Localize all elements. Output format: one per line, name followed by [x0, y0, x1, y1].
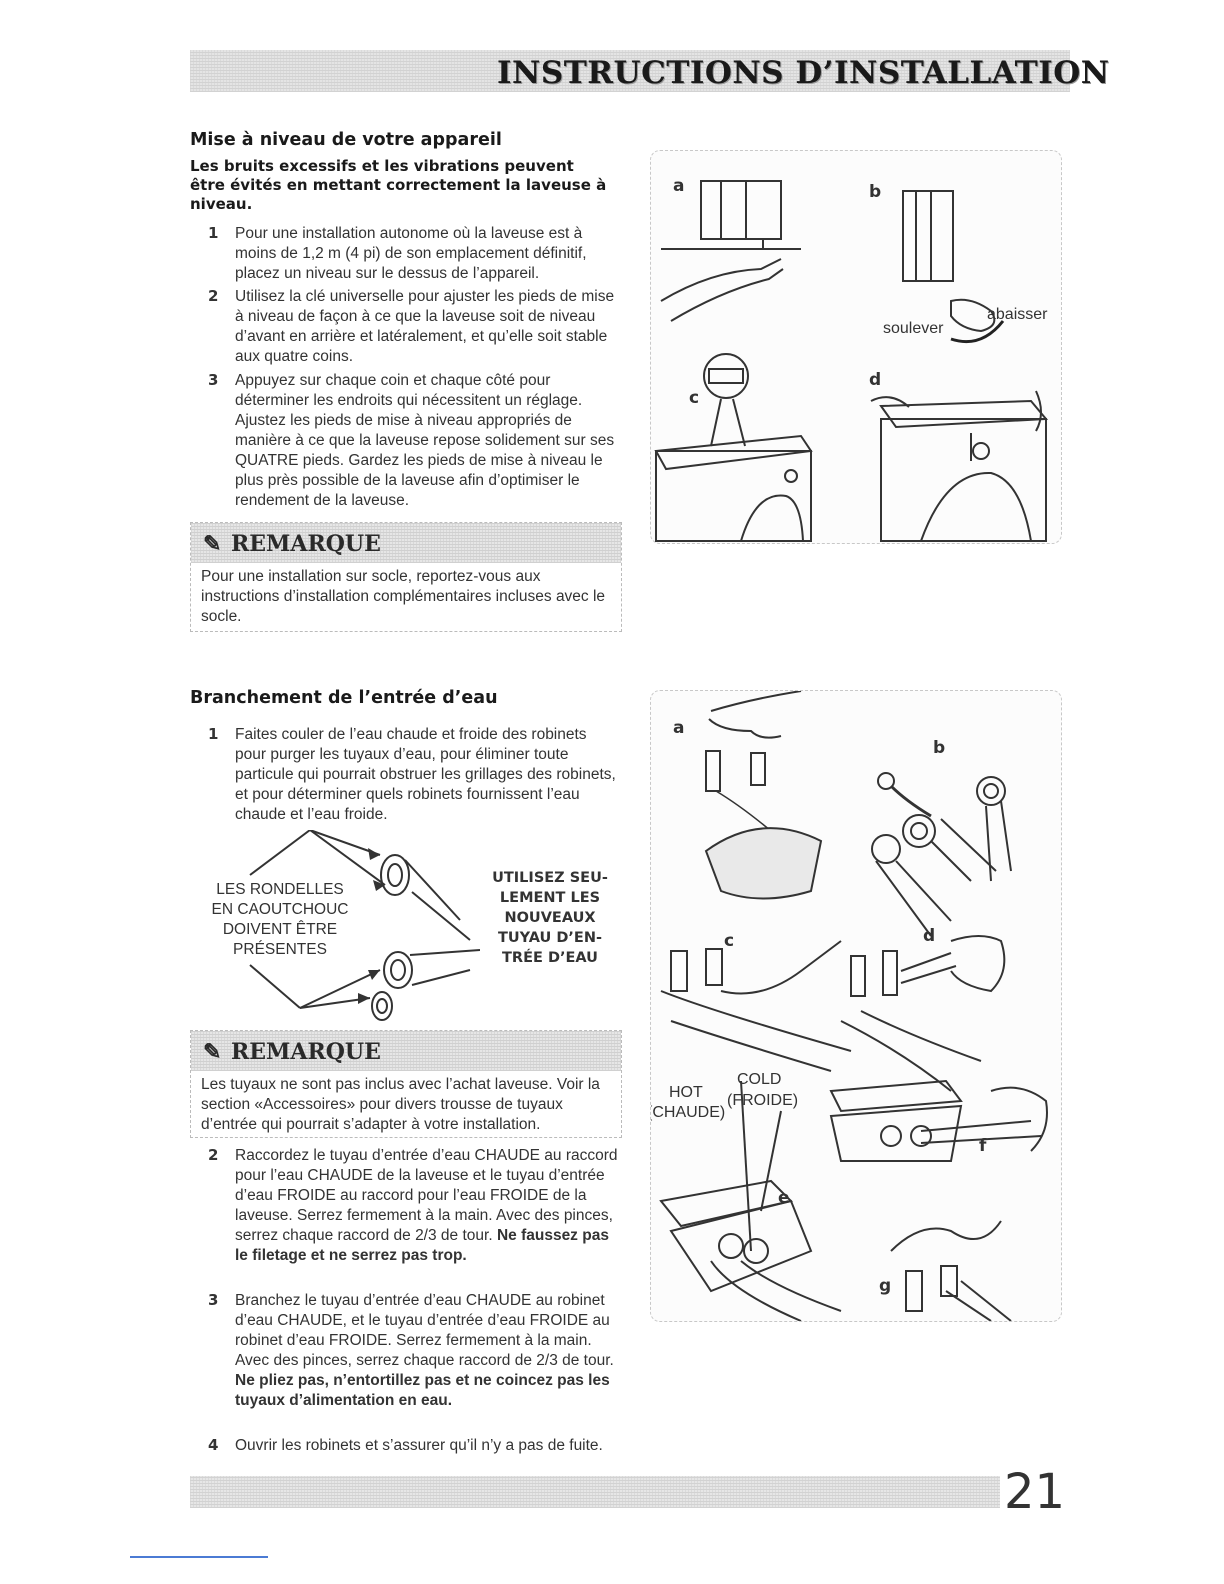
water-step-3 — [208, 1291, 618, 1433]
hand-d — [951, 936, 1004, 991]
footer-band — [190, 1476, 1000, 1508]
arrow-line-bottom — [250, 965, 300, 1008]
lower-label: abaisser — [987, 306, 1048, 323]
leveling-note — [190, 522, 622, 632]
fig-label-a: a — [673, 718, 685, 738]
note-text: Pour une installation sur socle, reportez-vous aux instructions d’installation complémentaires incluses avec le socle. — [201, 568, 606, 625]
fig-label-c: c — [689, 388, 700, 408]
cold-label: COLD — [737, 1071, 782, 1088]
arrowhead-4 — [358, 993, 370, 1004]
step-text — [235, 1291, 618, 1411]
water-step-4 — [208, 1436, 618, 1478]
arrow-line-top — [250, 830, 310, 875]
valve-d1 — [851, 956, 865, 996]
leveling-heading: Mise à niveau de votre appareil — [190, 130, 502, 150]
step-body: Branchez le tuyau d’entrée d’eau CHAUDE au robinet d’eau CHAUDE, et le tuyau d’entrée d’eau FROIDE au robinet d’eau FROIDE. Serrez fermement à la main. Avec des pinces, serrez chaque raccord de 2/3 de tour. — [235, 1292, 614, 1369]
washers-line-2: EN CAOUTCHOUC — [211, 901, 349, 918]
fig-label-e: e — [778, 1188, 790, 1208]
pencil-icon: ✎ — [203, 1039, 222, 1065]
leveling-intro: Les bruits excessifs et les vibrations peuvent être évités en mettant correctement la laveuse à niveau. — [190, 157, 607, 213]
fig-label-f: f — [979, 1136, 987, 1156]
leveling-figure — [651, 151, 1061, 543]
step-text: Faites couler de l’eau chaude et froide des robinets pour purger les tuyaux d’eau, pour éliminer toute particule qui pourrait obstruer les grillages des robinets, et pour déterminer quels robinets fournissent l’eau chaude et l’eau froide. — [235, 726, 616, 823]
new-hoses-label — [480, 868, 620, 968]
level-loupe — [704, 354, 748, 398]
step-warning: Ne faussez pas le filetage et ne serrez pas trop. — [235, 1227, 609, 1264]
step-number: 2 — [208, 1146, 219, 1164]
arm-a — [711, 691, 801, 711]
pliers-d — [901, 953, 956, 983]
note-label: REMARQUE — [231, 1039, 381, 1065]
step-number: 1 — [208, 224, 219, 242]
washers-diagram — [190, 830, 480, 1030]
washer-ring-bottom — [372, 992, 392, 1020]
hose-mid — [410, 950, 480, 985]
fig-label-d: d — [923, 926, 936, 946]
fig-label-d: d — [869, 370, 882, 390]
leveling-step-1 — [208, 224, 618, 284]
washer-b — [878, 773, 894, 789]
hand-a — [709, 719, 781, 738]
step-text: Ouvrir les robinets et s’assurer qu’il n’y a pas de fuite. — [235, 1437, 603, 1454]
washer-top-e — [661, 1181, 791, 1226]
hot-fr-label: (CHAUDE) — [651, 1104, 726, 1121]
hand-c — [721, 941, 841, 994]
hand-g — [891, 1221, 1001, 1251]
water-step-1 — [208, 725, 618, 829]
new-hoses-line-1: UTILISEZ SEU- — [492, 870, 608, 886]
hose-top — [405, 860, 470, 940]
arrow-b — [891, 786, 931, 816]
fig-label-g: g — [879, 1276, 892, 1296]
washers-line-3: DOIVENT ÊTRE — [222, 921, 338, 938]
step-text — [235, 1146, 625, 1266]
footer-rule — [130, 1556, 268, 1558]
hose-end-b1 — [903, 815, 935, 847]
water-step-2 — [208, 1146, 618, 1288]
step-number: 4 — [208, 1436, 219, 1454]
cold-fr-label: (FROIDE) — [727, 1092, 799, 1109]
valve-g2 — [941, 1266, 957, 1296]
hoses-c — [661, 991, 851, 1071]
fig-label-b: b — [869, 182, 882, 202]
step-number: 3 — [208, 371, 219, 389]
fig-label-a: a — [673, 176, 685, 196]
fig-label-c: c — [724, 931, 735, 951]
valve-d2 — [883, 951, 897, 995]
water-illustration — [650, 690, 1062, 1322]
pencil-icon: ✎ — [203, 531, 222, 557]
step-warning: Ne pliez pas, n’entortillez pas et ne coincez pas les tuyaux d’alimentation en eau. — [235, 1372, 610, 1409]
step-number: 1 — [208, 725, 219, 743]
leveling-step-3 — [208, 371, 618, 511]
washer-ring-mid — [384, 952, 412, 988]
hot-label: HOT — [669, 1084, 703, 1101]
level-bubble — [709, 369, 743, 383]
hose-end-b2 — [977, 777, 1005, 805]
water-heading: Branchement de l’entrée d’eau — [190, 688, 498, 708]
step-text: Utilisez la clé universelle pour ajuster les pieds de mise à niveau de façon à ce que la laveuse soit de niveau d’avant en arrière et latéralement, et qu’elle soit stable aux quatre coins. — [235, 288, 615, 365]
step-body: Raccordez le tuyau d’entrée d’eau CHAUDE au raccord pour l’eau CHAUDE de la laveuse et le tuyau d’entrée d’eau FROIDE au raccord pour l’eau FROIDE de la laveuse. Serrez fermement à la main. Avec des pinces, serrez chaque raccord de 2/3 de tour. — [235, 1147, 618, 1244]
new-hoses-line-3: NOUVEAUX — [504, 910, 596, 926]
new-hoses-line-5: TRÉE D’EAU — [502, 950, 598, 966]
washer-back-e — [671, 1201, 811, 1291]
leveling-illustration — [650, 150, 1062, 544]
step-text: Appuyez sur chaque coin et chaque côté pour déterminer les endroits qui nécessitent un réglage. Ajustez les pieds de mise à niveau appropriés de manière à ce que la laveuse repose solidement sur ses QUATRE pieds. Gardez les pieds de mise à niveau le plus près possible de la laveuse afin d’optimiser le rendement de la laveuse. — [235, 372, 615, 509]
fig-label-b: b — [933, 738, 946, 758]
page-title: INSTRUCTIONS D’INSTALLATION — [497, 55, 1110, 91]
note-label: REMARQUE — [231, 531, 381, 557]
lift-label: soulever — [883, 320, 944, 337]
page-number: 21 — [1004, 1464, 1066, 1520]
hand-f — [991, 1088, 1047, 1151]
hose-b1 — [931, 819, 996, 881]
water-note — [190, 1030, 622, 1138]
washers-line-1: LES RONDELLES — [216, 881, 344, 898]
washers-line-4: PRÉSENTES — [233, 941, 327, 958]
step-text: Pour une installation autonome où la laveuse est à moins de 1,2 m (4 pi) de son emplacement définitif, placez un niveau sur le dessus de l’appareil. — [235, 225, 587, 282]
tap-a-1 — [706, 751, 720, 791]
bucket — [706, 828, 821, 898]
step-number: 2 — [208, 287, 219, 305]
arrowhead-1 — [368, 848, 380, 860]
step-number: 3 — [208, 1291, 219, 1309]
valve-g1 — [906, 1271, 922, 1311]
washer-corner-b — [903, 191, 953, 281]
new-hoses-line-4: TUYAU D’EN- — [498, 930, 602, 946]
washer-top-c — [656, 436, 811, 469]
leveling-step-2 — [208, 287, 618, 367]
valve-c1 — [671, 951, 687, 991]
note-text: Les tuyaux ne sont pas inclus avec l’achat laveuse. Voir la section «Accessoires» pour divers trousse de tuyaux d’entrée qui pourrait s’adapter à votre installation. — [201, 1076, 600, 1133]
washer-back-f — [831, 1106, 961, 1161]
valve-c2 — [706, 949, 722, 985]
washer-base-a — [701, 181, 781, 239]
new-hoses-line-2: LEMENT LES — [499, 890, 601, 906]
water-figure — [651, 691, 1061, 1321]
hose-end-b3 — [872, 835, 900, 863]
